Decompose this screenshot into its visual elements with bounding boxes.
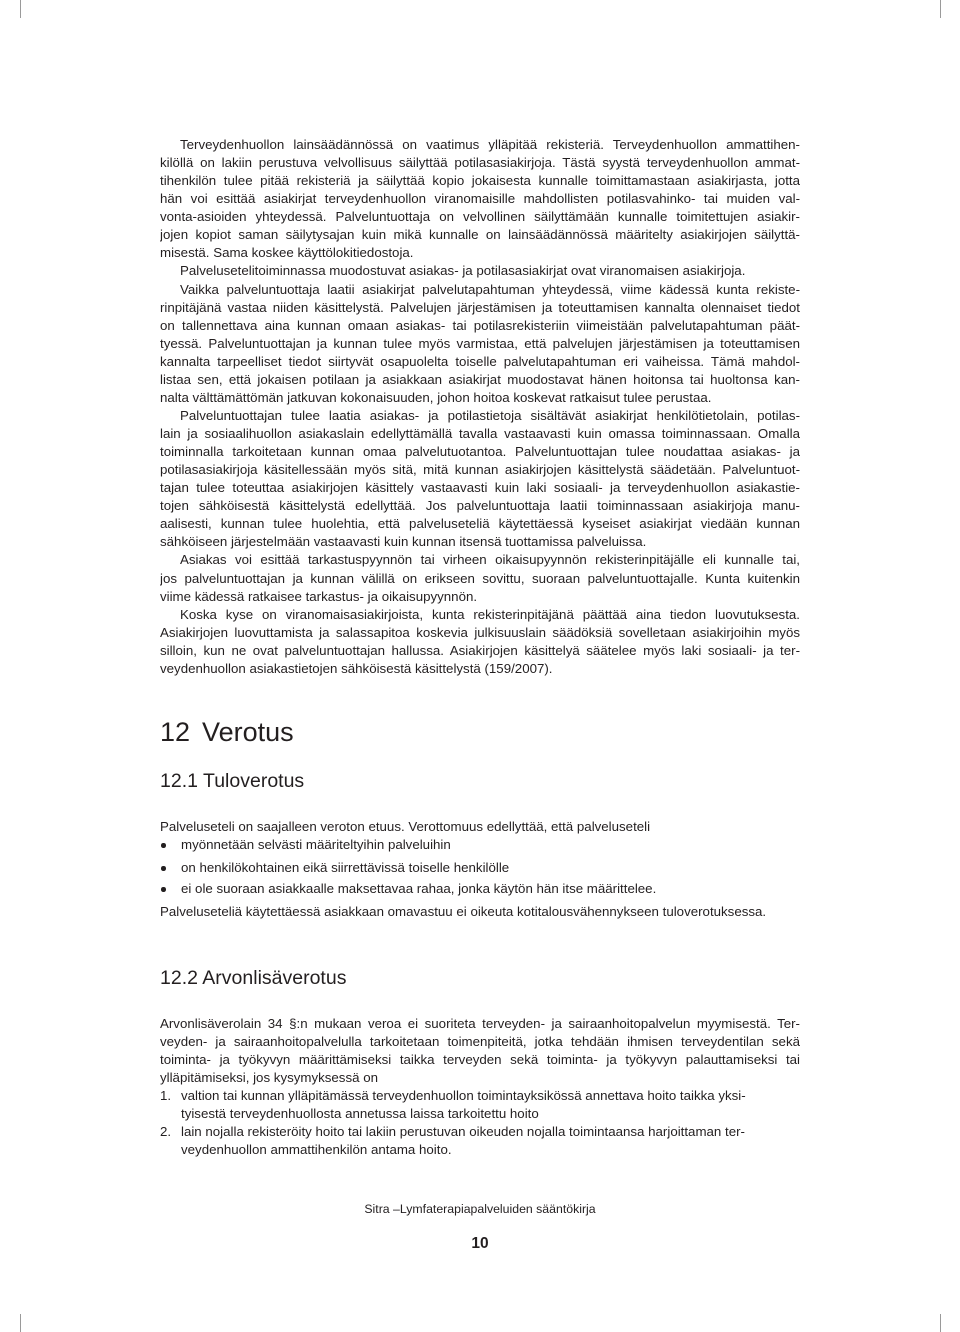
crop-mark	[20, 0, 21, 18]
text-line: valtion tai kunnan ylläpitämässä terveydenhuollon toimintayksikössä annettava hoito taikka yksi-	[181, 1088, 746, 1103]
section-closing-text: Palveluseteliä käytettäessä asiakkaan omavastuu ei oikeuta kotitalousvähennykseen tuloverotuksessa.	[160, 904, 767, 919]
text-line: Arvonlisäverolain 34 §:n mukaan veroa ei suoriteta terveyden- ja sairaanhoitopalvelun myymisestä. Ter-	[160, 1016, 800, 1031]
text-line: Palvelusetelitoiminnassa muodostuvat asiakas- ja potilasasiakirjat ovat viranomaisen asiakirjoja.	[180, 263, 746, 279]
text-line: tojen sähköisestä käsittelystä edellyttää. Jos palveluntuottaja laatii toiminnassaan asiakirjoja manu-	[160, 498, 800, 514]
bullet-item: ei ole suoraan asiakkaalle maksettavaa rahaa, jonka käytön hän itse määrittelee.	[181, 881, 657, 896]
page-number: 10	[471, 1235, 489, 1252]
paragraph	[160, 136, 800, 262]
paragraph	[160, 407, 800, 552]
chapter-number: 12	[160, 717, 191, 747]
paragraph	[160, 606, 800, 678]
text-line: veydenhuollon asiakastietojen sähköisestä käsittelystä (159/2007).	[160, 660, 553, 676]
item-text	[181, 1123, 800, 1159]
text-line: Koska kyse on viranomaisasiakirjoista, kunta rekisterinpitäjänä päättää aina tiedon luovutuksesta.	[180, 606, 800, 622]
footer-title: Sitra –Lymfaterapiapalveluiden sääntökirja	[364, 1202, 596, 1216]
text-line: Asiakas voi esittää tarkastuspyynnön tai virheen oikaisupyynnön rekisterinpitäjälle eli kunnalle tai,	[180, 552, 800, 568]
text-line: Terveydenhuollon lainsäädännössä on vaatimus ylläpitää rekisteriä. Terveydenhuollon ammattihen-	[180, 137, 800, 152]
item-number: 1.	[160, 1088, 172, 1103]
text-line: Asiakirjojen luovuttamista ja salassapitoa koskevia julkisuuslain säädöksiä sovelletaan asiakirjoihin myös	[160, 624, 800, 640]
bullet-item: on henkilökohtainen eikä siirrettävissä toiselle henkilölle	[181, 860, 510, 875]
bullet-icon	[161, 887, 166, 892]
text-line: kilöllä on lakiin perustuva velvollisuus säilyttää potilasasiakirjoja. Tästä syystä terveydenhuollon ammat-	[160, 155, 800, 171]
text-line: veydenhuollon ammattihenkilön antama hoito.	[181, 1142, 452, 1157]
paragraph	[160, 551, 800, 605]
chapter-title: Verotus	[202, 717, 294, 747]
text-line: aalisesti, kunnan tulee huolehtia, että palveluseteliä käytettäessä kyseiset asiakirjat viedään kunnan	[160, 516, 800, 532]
text-line: potilasasiakirjoja käsitellessään myös sitä, mitä kunnan asiakirjojen käsittelystä säädetään. Palveluntuot-	[160, 462, 800, 478]
crop-mark	[940, 0, 941, 18]
text-line: lain ja sosiaalihuollon asiakaslain edellyttämällä tavalla vastaavasti kuin omassa toiminnassaan. Omalla	[160, 426, 800, 441]
section-intro-text: Palveluseteli on saajalleen veroton etuus. Verottomuus edellyttää, että palveluseteli	[160, 819, 651, 834]
text-line: nalta välttämättömän jatkuvan kokonaisuuden, johon hoitoa koskevat ratkaisut tulee perustaa.	[160, 389, 712, 405]
bullet-icon	[161, 866, 166, 871]
text-line: tyisestä terveydenhuollosta annetussa laissa tarkoitettu hoito	[181, 1106, 539, 1121]
bullet-icon	[161, 843, 166, 848]
crop-mark	[940, 1314, 941, 1332]
paragraph	[160, 262, 800, 280]
text-line: tyessä. Palveluntuottajan ja kunnan tulee myös varmistaa, että palvelujen järjestämisen ja toteuttamisen	[160, 335, 800, 351]
text-line: jos palveluntuottajan ja kunnan välillä on erikseen sovittu, suoraan palveluntuottajalle. Kunta kuitenkin	[160, 570, 800, 586]
text-line: rinpitäjänä vastaa niiden käsittelystä. Palvelujen järjestämisen ja toteuttamisen kannalta olennaiset tiedot	[160, 299, 800, 315]
chapter-heading	[160, 715, 294, 749]
body-text	[160, 136, 800, 678]
text-line: viime kädessä ratkaisee tarkastus- ja oikaisupyynnön.	[160, 588, 478, 604]
item-number: 2.	[160, 1124, 172, 1139]
text-line: sähköiseen järjestelmään vastaavasti kuin kunnan itsensä tuottamissa palveluissa.	[160, 534, 647, 550]
text-line: misestä. Sama koskee käyttölokitiedostoja.	[160, 245, 414, 261]
paragraph	[160, 281, 800, 407]
section-heading-arvonlisaverotus: 12.2 Arvonlisäverotus	[160, 967, 347, 989]
text-line: Vaikka palveluntuottaja laatii asiakirjat palvelutapahtuman yhteydessä, viime kädessä kunta rekiste-	[180, 281, 800, 297]
text-line: ylläpitämiseksi, jos kysymyksessä on	[160, 1070, 378, 1085]
text-line: listaa sen, että jokaisen potilaan ja asiakkaan asiakirjat muodostavat hänen hoitonsa tai huoltonsa kan-	[160, 371, 800, 387]
bullet-item: myönnetään selvästi määriteltyihin palveluihin	[181, 837, 451, 852]
crop-mark	[20, 1314, 21, 1332]
text-line: lain nojalla rekisteröity hoito tai lakiin perustuvan oikeuden nojalla toimintaansa harjoittaman ter-	[181, 1124, 745, 1139]
text-line: tihenkilön tulee pitää rekisteriä ja säilyttää kopio jokaisesta kunnalle toimittamastaan asiakirjasta, jotta	[160, 173, 800, 189]
text-line: toiminta- ja työkyvyn määrittämiseksi taikka terveyden sekä toiminta- ja työkyvyn palauttamiseksi tai	[160, 1052, 800, 1067]
text-line: Palveluntuottajan tulee laatia asiakas- ja potilastietoja sisältävät asiakirjat henkilötietolain, potilas-	[180, 407, 800, 423]
text-line: on tallennettava aina kunnan omaan asiakas- tai potilasrekisteriin viimeistään palvelutapahtuman päät-	[160, 317, 800, 333]
text-line: hän voi esittää asiakirjat terveydenhuollon viranomaisille mahdollisten potilasvahinko- tai muiden val-	[160, 191, 800, 207]
section-paragraph	[160, 1015, 800, 1087]
text-line: silloin, kun ne ovat palveluntuottajan hallussa. Asiakirjojen käsittelyä säätelee myös laki sosiaali- ja ter-	[160, 642, 800, 658]
text-line: toiminnalla tarkoitetaan kunnan omaa palvelutuotantoa. Palveluntuottajan tulee noudattaa asiakas- ja	[160, 444, 800, 460]
text-line: jojen kopiot saman säilytysajan kuin mikä kunnalle on lainsäädännössä määritelty asiakirjojen säilyttä-	[160, 227, 800, 243]
text-line: vonta-asioiden yhteydessä. Palveluntuottaja on velvollinen säilyttämään kunnalle toimitettujen asiakir-	[160, 209, 800, 225]
item-text	[181, 1087, 800, 1123]
text-line: kannalta tarpeelliset tiedot siirtyvät osapuolelta toiselle palvelutapahtuman eri vaiheissa. Tämä mahdol-	[160, 353, 800, 369]
text-line: tajan tulee toteuttaa asiakirjojen käsittely vastaavasti kuin laki sosiaali- ja terveydenhuollon asiakastie-	[160, 480, 800, 496]
text-line: veyden- ja sairaanhoitopalvelulla tarkoitetaan toimenpiteitä, jotka tehdään ihmisen terveydentilan sekä	[160, 1034, 800, 1049]
section-heading-tuloverotus: 12.1 Tuloverotus	[160, 770, 305, 792]
